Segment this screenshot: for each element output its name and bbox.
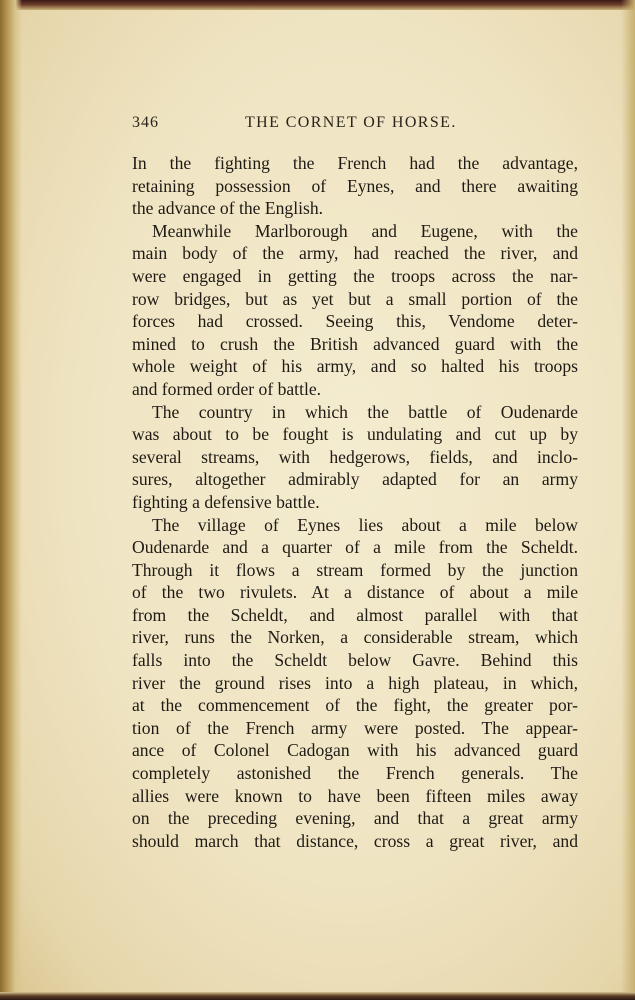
book-spine-shadow [0,0,22,1000]
text-line: forces had crossed. Seeing this, Vendome deter- [132,311,578,332]
running-title: THE CORNET OF HORSE. [245,114,457,131]
text-line: sures, altogether admirably adapted for an army [132,469,578,490]
text-line: and formed order of battle. [132,378,322,399]
body-text [132,152,578,852]
page-top-edge [0,0,635,10]
text-line: mined to crush the British advanced guard with the [132,333,578,354]
text-line: of the two rivulets. At a distance of about a mile [132,582,578,603]
text-line: completely astonished the French generals. The [132,763,578,784]
page-bottom-edge [0,992,635,1000]
text-line: the advance of the English. [132,198,324,219]
text-line: row bridges, but as yet but a small portion of the [132,288,578,309]
text-line: falls into the Scheldt below Gavre. Behind this [132,650,578,671]
text-line: on the preceding evening, and that a great army [132,808,578,829]
text-line: several streams, with hedgerows, fields, and inclo- [132,446,578,467]
text-line: river, runs the Norken, a considerable stream, which [132,627,578,648]
text-line: whole weight of his army, and so halted his troops [132,356,578,377]
text-line: Through it flows a stream formed by the junction [132,559,578,580]
text-line: were engaged in getting the troops across the nar- [132,265,578,286]
text-line: retaining possession of Eynes, and there awaiting [132,175,578,196]
text-line: Meanwhile Marlborough and Eugene, with the [152,220,578,241]
text-line: The village of Eynes lies about a mile below [152,514,578,535]
text-line: fighting a defensive battle. [132,491,320,512]
text-line: should march that distance, cross a great river, and [132,830,578,851]
text-line: tion of the French army were posted. The appear- [132,717,578,738]
page-number: 346 [132,114,159,131]
text-line: river the ground rises into a high plateau, in which, [132,672,578,693]
text-line: In the fighting the French had the advantage, [132,153,578,173]
text-line: from the Scheldt, and almost parallel with that [132,604,578,625]
text-line: ance of Colonel Cadogan with his advanced guard [132,740,578,761]
text-line: was about to be fought is undulating and cut up by [132,424,578,445]
text-line: at the commencement of the fight, the greater por- [132,695,578,716]
running-head [132,114,468,136]
text-line: allies were known to have been fifteen miles away [132,785,578,806]
text-line: The country in which the battle of Oudenarde [152,401,578,422]
page-right-edge [621,0,635,1000]
text-line: main body of the army, had reached the river, and [132,243,578,264]
text-line: Oudenarde and a quarter of a mile from the Scheldt. [132,537,578,558]
